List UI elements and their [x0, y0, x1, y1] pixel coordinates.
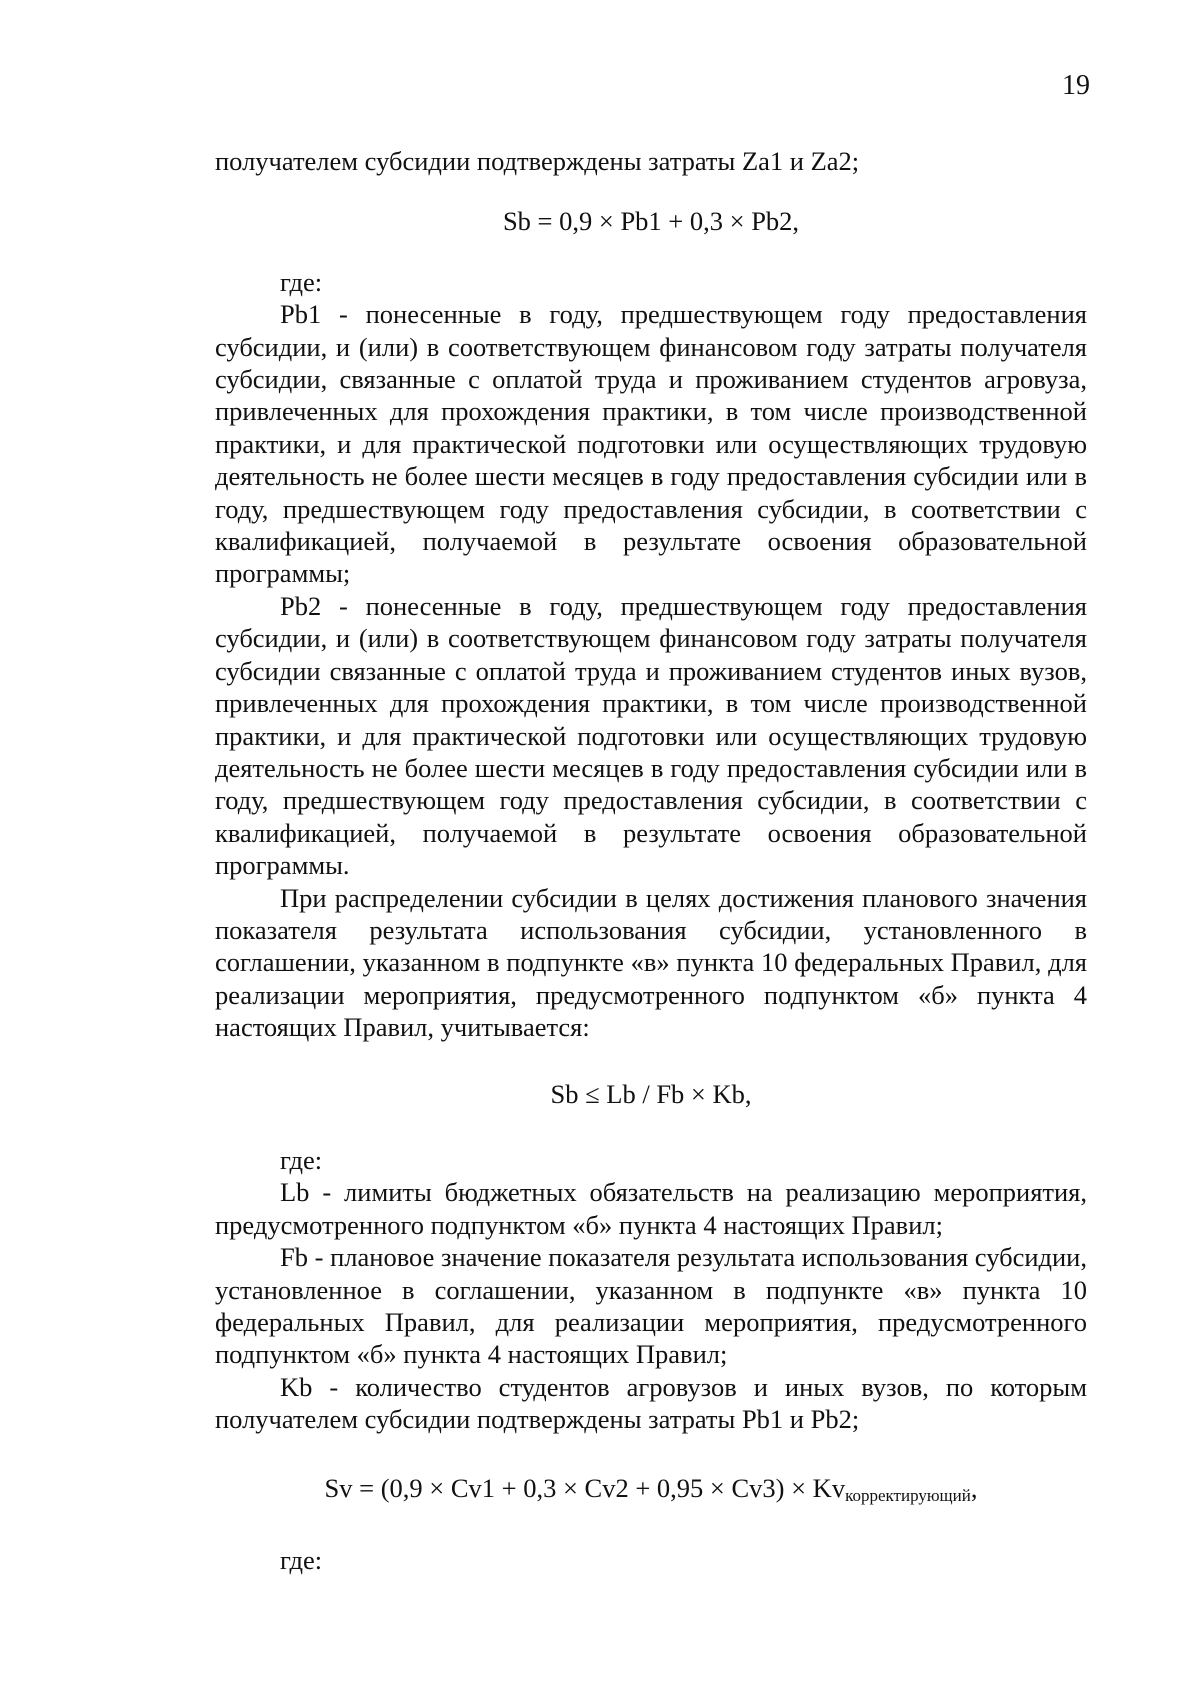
- paragraph-pb1: Pb1 - понесенные в году, предшествующем году предоставления субсидии, и (или) в соответствующем финансовом году затраты получателя субсидии, связанные с оплатой труда и проживанием студентов агровуза, привлеченных для прохождения практики, в том числе производственной практики, и для практической подготовки или осуществляющих трудовую деятельность не более шести месяцев в году предоставления субсидии или в году, предшествующем году предоставления субсидии, в соответствии с квалификацией, получаемой в результате освоения образовательной программы;: [215, 299, 1087, 589]
- paragraph-distribution: При распределении субсидии в целях достижения планового значения показателя результата использования субсидии, установленного в соглашении, указанном в подпункте «в» пункта 10 федеральных Правил, для реализации мероприятия, предусмотренного подпунктом «б» пункта 4 настоящих Правил, учитывается:: [215, 882, 1087, 1043]
- paragraph-where: где:: [280, 266, 323, 297]
- formula-sv-subscript: корректирующий: [845, 1485, 971, 1505]
- page-number: 19: [1062, 70, 1090, 101]
- paragraph-kb: Kb - количество студентов агровузов и иных вузов, по которым получателем субсидии подтверждены затраты Pb1 и Pb2;: [215, 1371, 1087, 1435]
- paragraph-pb2: Pb2 - понесенные в году, предшествующем году предоставления субсидии, и (или) в соответствующем финансовом году затраты получателя субсидии связанные с оплатой труда и проживанием студентов иных вузов, привлеченных для прохождения практики, в том числе производственной практики, и для практической подготовки или осуществляющих трудовую деятельность не более шести месяцев в году предоставления субсидии или в году, предшествующем году предоставления субсидии, в соответствии с квалификацией, получаемой в результате освоения образовательной программы.: [215, 590, 1087, 881]
- paragraph-where: где:: [280, 1144, 323, 1175]
- formula-sv-main: Sv = (0,9 × Cv1 + 0,3 × Cv2 + 0,95 × Cv3) × Kv: [324, 1472, 846, 1503]
- formula-sb: Sb = 0,9 × Pb1 + 0,3 × Pb2,: [502, 206, 800, 237]
- paragraph-where: где:: [280, 1545, 323, 1576]
- formula-sb-limit: Sb ≤ Lb / Fb × Kb,: [550, 1078, 752, 1109]
- paragraph-lb: Lb - лимиты бюджетных обязательств на реализацию мероприятия, предусмотренного подпунктом «б» пункта 4 настоящих Правил;: [215, 1177, 1087, 1240]
- formula-sv-tail: ,: [970, 1472, 978, 1503]
- document-body: [215, 145, 1087, 1576]
- paragraph-fb: Fb - плановое значение показателя результата использования субсидии, установленное в соглашении, указанном в подпункте «в» пункта 10 федеральных Правил, для реализации мероприятия, предусмотренного подпунктом «б» пункта 4 настоящих Правил;: [215, 1242, 1087, 1370]
- paragraph-za-costs: получателем субсидии подтверждены затраты Za1 и Za2;: [215, 146, 860, 176]
- formula-sv: [215, 1472, 1087, 1512]
